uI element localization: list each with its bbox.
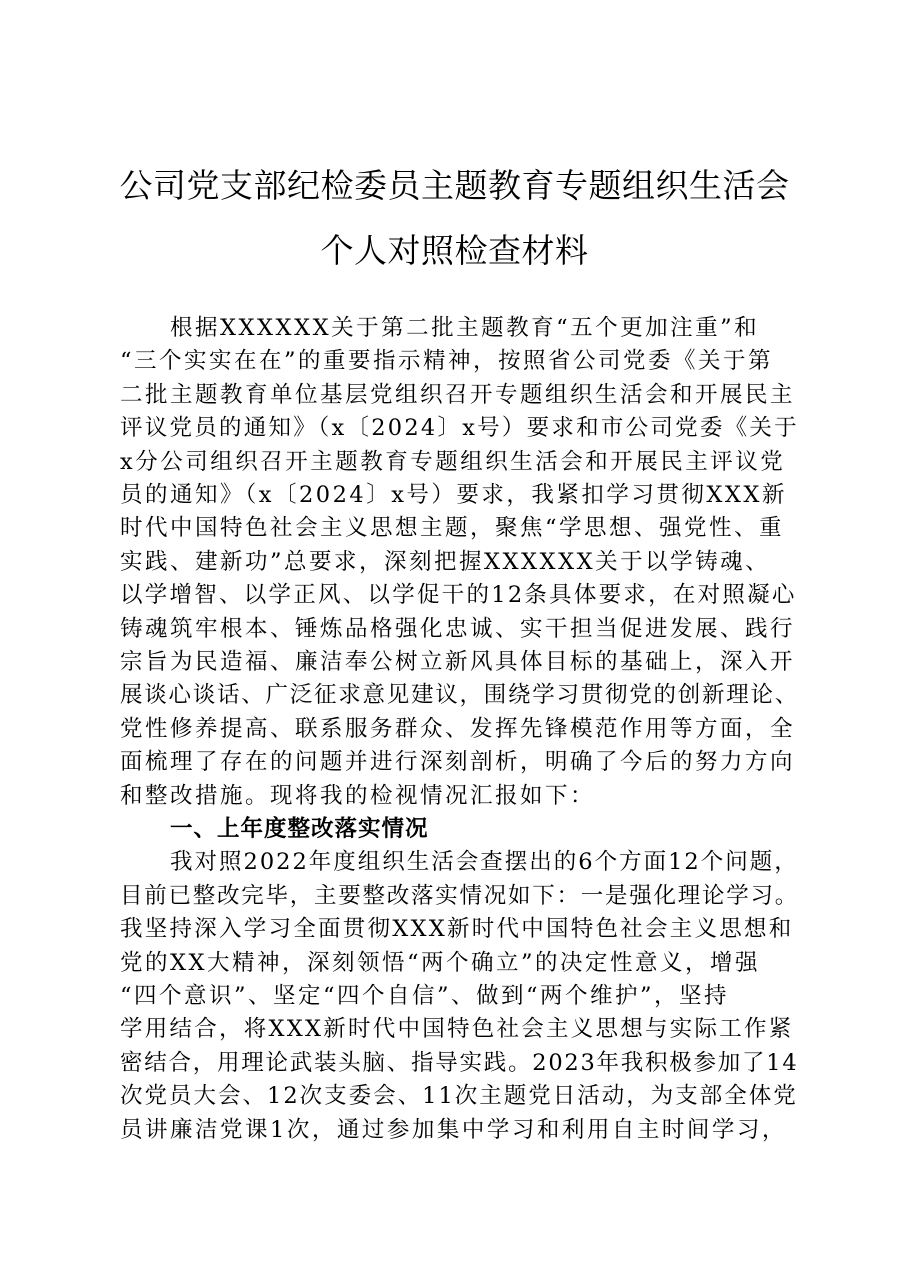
paragraph-line: “三个实实在在”的重要指示精神，按照省公司党委《关于第 (120, 348, 774, 375)
document-title-line-2: 个人对照检查材料 (320, 231, 589, 270)
paragraph-line: 宗旨为民造福、廉洁奉公树立新风具体目标的基础上，深入开 (120, 649, 796, 675)
paragraph-line: 我坚持深入学习全面贯彻XXX新时代中国特色社会主义思想和 (120, 916, 794, 943)
paragraph-line: 次党员大会、12次支委会、11次主题党日活动，为支部全体党 (120, 1083, 798, 1110)
paragraph-line: 以学增智、以学正风、以学促干的12条具体要求，在对照凝心 (120, 582, 797, 609)
section-heading: 一、上年度整改落实情况 (170, 816, 429, 842)
paragraph-line: 我对照2022年度组织生活会查摆出的6个方面12个问题， (170, 849, 799, 876)
document-title-line-1: 公司党支部纪检委员主题教育专题组织生活会 (119, 166, 790, 205)
paragraph-line: 面梳理了存在的问题并进行深刻剖析，明确了今后的努力方向 (120, 749, 796, 776)
paragraph-line: 密结合，用理论武装头脑、指导实践。2023年我积极参加了14 (120, 1049, 799, 1076)
paragraph-line: 员的通知》（x〔2024〕x号）要求，我紧扣学习贯彻XXX新 (120, 482, 787, 508)
paragraph-line: 二批主题教育单位基层党组织召开专题组织生活会和开展民主 (120, 381, 796, 408)
paragraph-line: 和整改措施。现将我的检视情况汇报如下： (120, 782, 596, 809)
paragraph-line: x分公司组织召开主题教育专题组织生活会和开展民主评议党 (120, 448, 786, 475)
paragraph-line: 学用结合，将XXX新时代中国特色社会主义思想与实际工作紧 (120, 1016, 794, 1043)
paragraph-line: 员讲廉洁党课1次，通过参加集中学习和利用自主时间学习， (120, 1116, 787, 1143)
paragraph-line: 党的XX大精神，深刻领悟“两个确立”的决定性意义，增强 (120, 949, 761, 976)
paragraph-line: “四个意识”、坚定“四个自信”、做到“两个维护”，坚持 (120, 983, 730, 1009)
paragraph-line: 根据XXXXXX关于第二批主题教育“五个更加注重”和 (170, 315, 760, 341)
paragraph-line: 展谈心谈话、广泛征求意见建议，围绕学习贯彻党的创新理论、 (120, 682, 800, 709)
paragraph-line: 铸魂筑牢根本、锤炼品格强化忠诚、实干担当促进发展、践行 (120, 615, 796, 642)
paragraph-line: 时代中国特色社会主义思想主题，聚焦“学思想、强党性、重 (120, 515, 785, 542)
paragraph-line: 目前已整改完毕，主要整改落实情况如下：一是强化理论学习。 (120, 882, 800, 909)
paragraph-line: 实践、建新功”总要求，深刻把握XXXXXX关于以学铸魂、 (120, 548, 771, 575)
paragraph-line: 党性修养提高、联系服务群众、发挥先锋模范作用等方面，全 (120, 715, 796, 742)
paragraph-line: 评议党员的通知》（x〔2024〕x号）要求和市公司党委《关于 (120, 415, 799, 442)
